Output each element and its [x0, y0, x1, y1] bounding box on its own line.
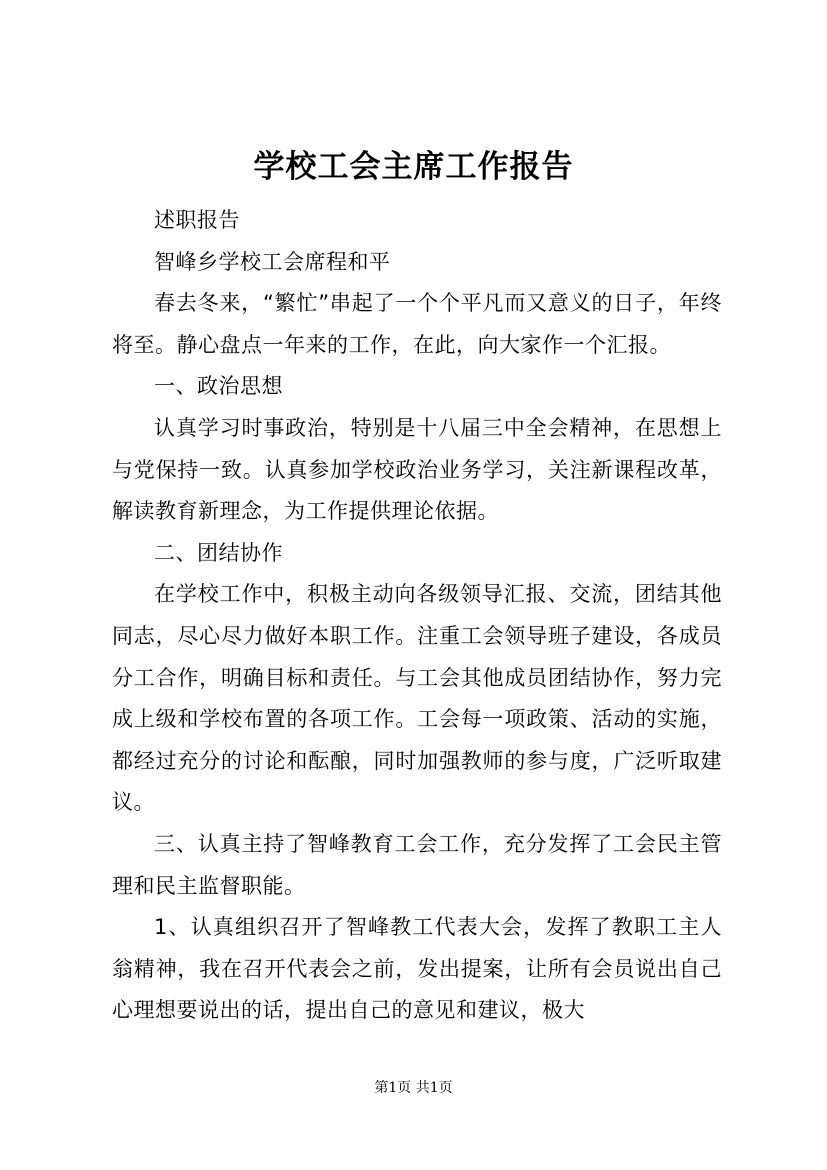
- document-body: [112, 200, 722, 1032]
- section-heading: 二、团结协作: [154, 540, 283, 565]
- paragraph: 在学校工作中，积极主动向各级领导汇报、交流，团结其他同志，尽心尽力做好本职工作。注重工会领导班子建设，各成员分工合作，明确目标和责任。与工会其他成员团结协作，努力完成上级和学校布置的各项工作。工会每一项政策、活动的实施，都经过充分的讨论和酝酿，同时加强教师的参与度，广泛听取建议。: [112, 582, 722, 815]
- paragraph: 1、认真组织召开了智峰教工代表大会，发挥了教职工主人翁精神，我在召开代表会之前，发出提案，让所有会员说出自己心理想要说出的话，提出自己的意见和建议，极大: [112, 915, 722, 1023]
- paragraph: 述职报告: [154, 208, 240, 232]
- paragraph: 三、认真主持了智峰教育工会工作，充分发挥了工会民主管理和民主监督职能。: [112, 831, 722, 898]
- page-footer: 第1页 共1页: [374, 1080, 453, 1096]
- paragraph: 春去冬来，“繁忙”串起了一个个平凡而又意义的日子，年终将至。静心盘点一年来的工作，在此，向大家作一个汇报。: [112, 291, 722, 357]
- document-title: 学校工会主席工作报告: [253, 149, 574, 185]
- section-heading: 一、政治思想: [154, 374, 283, 399]
- paragraph: 认真学习时事政治，特别是十八届三中全会精神，在思想上与党保持一致。认真参加学校政治业务学习，关注新课程改革，解读教育新理念，为工作提供理论依据。: [112, 415, 722, 524]
- paragraph: 智峰乡学校工会席程和平: [154, 249, 391, 274]
